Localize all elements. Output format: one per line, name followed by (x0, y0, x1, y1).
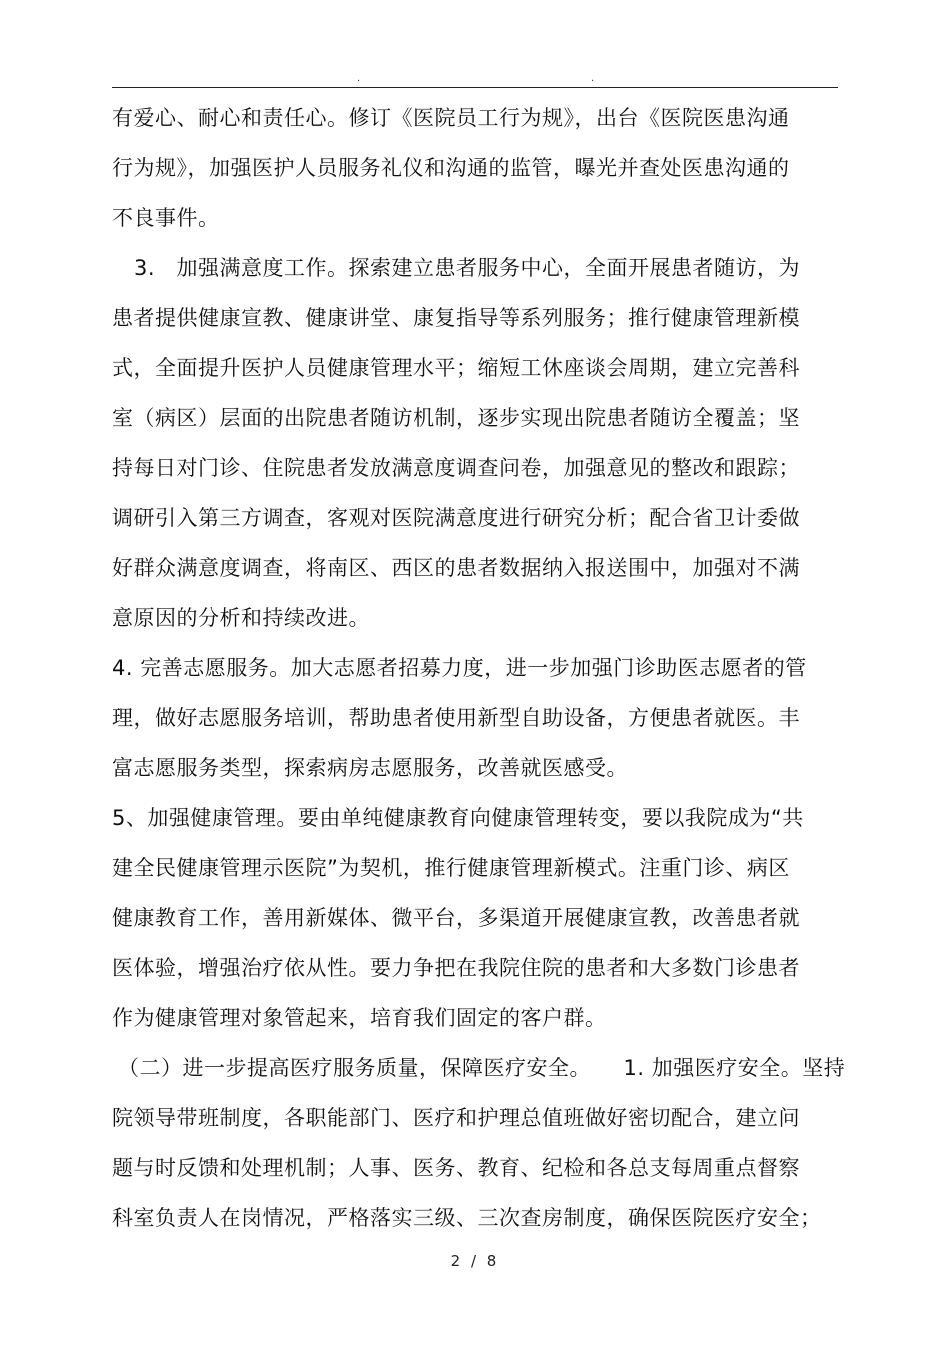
page-number: 2 / 8 (450, 1252, 500, 1270)
text-line: （二）进一步提高医疗服务质量，保障医疗安全。 1. 加强医疗安全。坚持 (118, 1056, 846, 1080)
text-line: 5、加强健康管理。要由单纯健康教育向健康管理转变，要以我院成为“共 (112, 806, 804, 830)
text-line: 持每日对门诊、住院患者发放满意度调查问卷，加强意见的整改和跟踪； (112, 456, 800, 480)
text-line: 室（病区）层面的出院患者随访机制，逐步实现出院患者随访全覆盖；坚 (112, 406, 800, 430)
text-line: 调研引入第三方调查，客观对医院满意度进行研究分析；配合省卫计委做 (112, 506, 800, 530)
text-line: 患者提供健康宣教、健康讲堂、康复指导等系列服务；推行健康管理新模 (112, 306, 800, 330)
text-line: 式，全面提升医护人员健康管理水平；缩短工休座谈会周期，建立完善科 (112, 356, 800, 380)
text-line: 4. 完善志愿服务。加大志愿者招募力度，进一步加强门诊助医志愿者的管 (112, 656, 807, 680)
text-line: 富志愿服务类型，探索病房志愿服务，改善就医感受。 (112, 756, 628, 780)
header-rule (112, 87, 838, 88)
text-line: 有爱心、耐心和责任心。修订《医院员工行为规》，出台《医院医患沟通 (112, 106, 790, 130)
text-line: 题与时反馈和处理机制；人事、医务、教育、纪检和各总支每周重点督察 (112, 1156, 800, 1180)
text-line: 意原因的分析和持续改进。 (112, 606, 370, 630)
header-dot-left: . (357, 73, 361, 84)
text-line: 好群众满意度调查，将南区、西区的患者数据纳入报送围中，加强对不满 (112, 556, 800, 580)
text-line: 不良事件。 (112, 206, 220, 230)
header-dot-right: . (591, 73, 595, 84)
text-line: 理，做好志愿服务培训，帮助患者使用新型自助设备，方便患者就医。丰 (112, 706, 800, 730)
text-line: 健康教育工作，善用新媒体、微平台，多渠道开展健康宣教，改善患者就 (112, 906, 800, 930)
text-line: 院领导带班制度，各职能部门、医疗和护理总值班做好密切配合，建立问 (112, 1106, 800, 1130)
text-line: 科室负责人在岗情况，严格落实三级、三次查房制度，确保医院医疗安全； (112, 1206, 822, 1230)
text-line: 建全民健康管理示医院”为契机，推行健康管理新模式。注重门诊、病区 (112, 856, 790, 880)
text-line: 3. 加强满意度工作。探索建立患者服务中心，全面开展患者随访，为 (134, 256, 801, 280)
text-line: 作为健康管理对象管起来，培育我们固定的客户群。 (112, 1006, 607, 1030)
text-line: 医体验，增强治疗依从性。要力争把在我院住院的患者和大多数门诊患者 (112, 956, 800, 980)
document-body (112, 98, 846, 1248)
text-line: 行为规》，加强医护人员服务礼仪和沟通的监管，曝光并查处医患沟通的 (112, 156, 790, 180)
